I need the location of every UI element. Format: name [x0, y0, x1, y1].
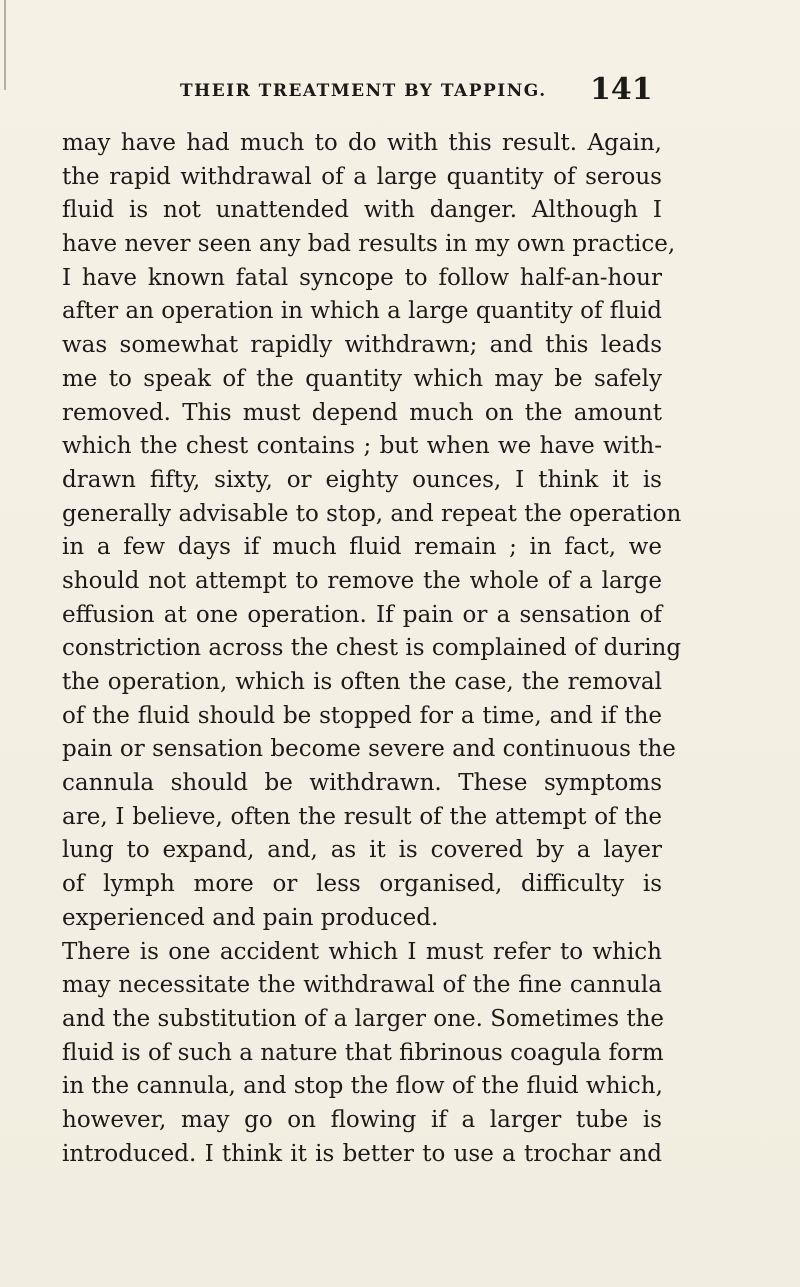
- text-line: fluid is not unattended with danger. Although I: [62, 197, 662, 224]
- text-line: may necessitate the withdrawal of the fine cannula: [62, 972, 662, 999]
- text-line: generally advisable to stop, and repeat the operation: [62, 500, 682, 527]
- text-line: of lymph more or less organised, difficulty is: [62, 871, 662, 898]
- text-line: after an operation in which a large quantity of fluid: [62, 298, 662, 325]
- text-line: introduced. I think it is better to use a trochar and: [62, 1140, 662, 1167]
- text-line: pain or sensation become severe and continuous the: [62, 736, 676, 763]
- text-line: in a few days if much fluid remain ; in fact, we: [62, 534, 662, 561]
- text-line: experienced and pain produced.: [62, 904, 439, 931]
- page-header: [0, 72, 800, 112]
- text-line: which the chest contains ; but when we have with-: [62, 433, 662, 460]
- text-line: should not attempt to remove the whole of a large: [62, 567, 662, 594]
- text-line: the operation, which is often the case, the removal: [62, 669, 662, 695]
- text-line: me to speak of the quantity which may be safely: [62, 365, 662, 392]
- text-line: lung to expand, and, as it is covered by a layer: [62, 837, 662, 864]
- text-line: I have known fatal syncope to follow half-an-hour: [62, 264, 662, 291]
- text-line: the rapid withdrawal of a large quantity of serous: [62, 163, 662, 190]
- text-line: There is one accident which I must refer to which: [62, 938, 662, 965]
- text-line: drawn fifty, sixty, or eighty ounces, I think it is: [62, 466, 662, 493]
- text-line: of the fluid should be stopped for a time, and if the: [62, 702, 662, 729]
- text-line: was somewhat rapidly withdrawn; and this leads: [62, 332, 662, 359]
- running-head: THEIR TREATMENT BY TAPPING.: [180, 81, 547, 101]
- text-line: and the substitution of a larger one. Sometimes the: [62, 1005, 665, 1032]
- text-line: in the cannula, and stop the flow of the fluid which,: [62, 1073, 663, 1100]
- body-text: [62, 127, 682, 1171]
- text-line: have never seen any bad results in my own practice,: [62, 231, 676, 258]
- text-line: cannula should be withdrawn. These symptoms: [62, 770, 662, 797]
- text-line: effusion at one operation. If pain or a sensation of: [62, 601, 662, 628]
- text-line: constriction across the chest is complained of during: [62, 635, 682, 662]
- text-line: removed. This must depend much on the amount: [62, 399, 662, 426]
- text-line: are, I believe, often the result of the attempt of the: [62, 803, 662, 830]
- text-line: however, may go on flowing if a larger tube is: [62, 1106, 662, 1133]
- page-number: 141: [590, 72, 653, 107]
- text-line: may have had much to do with this result. Again,: [62, 130, 662, 156]
- text-line: fluid is of such a nature that fibrinous coagula form: [62, 1039, 664, 1066]
